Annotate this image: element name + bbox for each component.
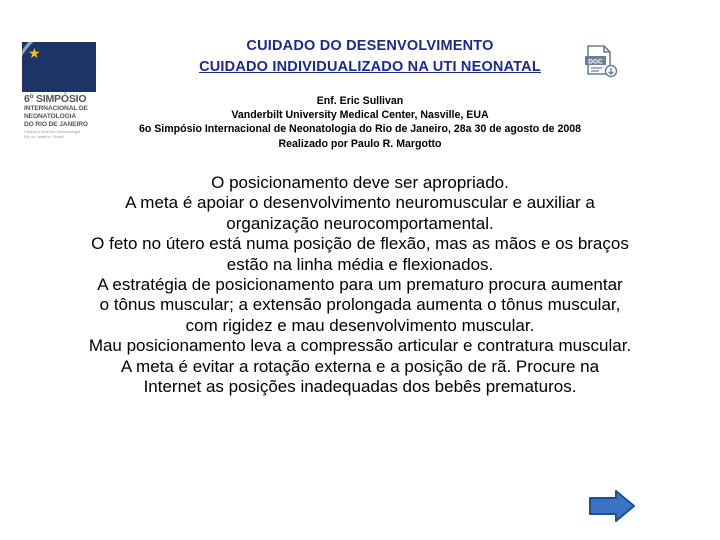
paragraph-1: O posicionamento deve ser apropriado. — [211, 173, 509, 192]
paragraph-5: Mau posicionamento leva a compressão articular e contratura muscular. — [88, 336, 632, 356]
body-text — [20, 173, 700, 397]
credits-block — [100, 94, 620, 151]
doc-label: DOC — [588, 58, 603, 66]
slide-subtitle: CUIDADO INDIVIDUALIZADO NA UTI NEONATAL — [199, 59, 541, 75]
logo-line-2: INTERNACIONAL DE — [24, 105, 88, 112]
paragraph-2b: organização neurocomportamental. — [226, 213, 494, 233]
logo-small-1: Ciência e Arte em Neonatologia — [24, 129, 81, 134]
paragraph-4a: A estratégia de posicionamento para um prematuro procura aumentar — [97, 275, 623, 295]
arrow-right-icon — [588, 489, 636, 523]
paragraph-3a: O feto no útero está numa posição de flexão, mas as mãos e os braços — [91, 234, 629, 254]
next-slide-button[interactable] — [588, 489, 636, 523]
paragraph-2a: A meta é apoiar o desenvolvimento neuromuscular e auxiliar a — [125, 193, 595, 213]
logo-line-4: DO RIO DE JANEIRO — [24, 121, 88, 128]
logo-banner — [22, 42, 96, 92]
paragraph-6a: A meta é evitar a rotação externa e a posição de rã. Procure na — [120, 356, 600, 376]
paragraph-6b: Internet as posições inadequadas dos bebês prematuros. — [143, 377, 577, 397]
paragraph-4b: o tônus muscular; a extensão prolongada aumenta o tônus muscular, — [99, 295, 621, 315]
paragraph-4c: com rigidez e mau desenvolvimento muscular. — [185, 315, 535, 335]
logo-line-3: NEONATOLOGIA — [24, 113, 77, 120]
logo-small-2: Rio de Janeiro · Brasil — [24, 134, 64, 139]
paragraph-3b: estão na linha média e flexionados. — [226, 254, 494, 274]
logo-line-1: 6º SIMPÓSIO — [24, 93, 87, 105]
credit-editor: Realizado por Paulo R. Margotto — [278, 137, 442, 150]
star-icon: ★ — [28, 45, 41, 61]
credit-author: Enf. Eric Sullivan — [316, 95, 404, 107]
credit-institution: Vanderbilt University Medical Center, Nasville, EUA — [231, 109, 489, 122]
slide-title: CUIDADO DO DESENVOLVIMENTO — [246, 38, 494, 54]
doc-file-icon[interactable] — [580, 44, 620, 78]
symposium-logo — [22, 42, 96, 162]
credit-event: 6o Simpósio Internacional de Neonatologia do Rio de Janeiro, 28a 30 de agosto de 2008 — [138, 123, 582, 136]
